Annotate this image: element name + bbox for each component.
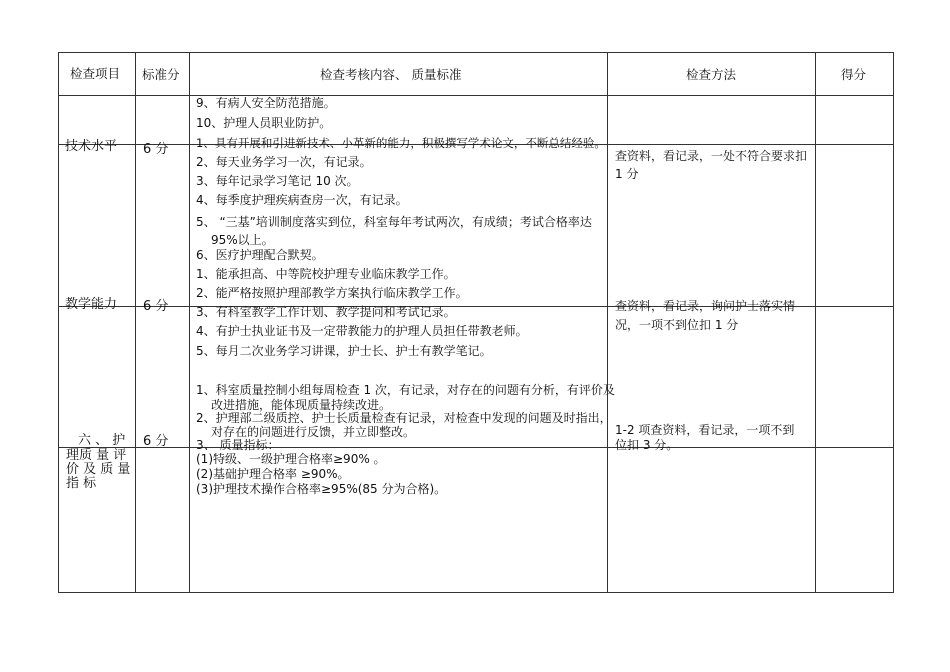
table-border-bottom xyxy=(58,592,894,593)
table-border-left xyxy=(58,52,59,593)
method-tech-line-1: 查资料，看记录，一处不符合要求扣 xyxy=(615,149,808,163)
content-line: 2、护理部二级质控、护士长质量检查有记录，对检查中发现的问题及时指出， xyxy=(196,411,612,425)
row-divider-3 xyxy=(58,447,894,448)
table-border-right xyxy=(893,52,894,593)
col-divider-3 xyxy=(607,52,608,593)
section-name-tech: 技术水平 xyxy=(65,139,118,154)
table-border-top xyxy=(58,52,894,53)
section-name-quality-line-2: 理质 量 评 xyxy=(66,448,127,463)
method-teaching-line-2: 况，一项不到位扣 1 分 xyxy=(615,318,739,332)
content-line: 5、每月二次业务学习讲课，护士长、护士有教学笔记。 xyxy=(196,344,492,358)
header-item: 检查项目 xyxy=(70,66,121,81)
section-name-quality-line-4: 指 标 xyxy=(66,476,97,491)
col-divider-2 xyxy=(189,52,190,593)
section-name-quality-line-1: 六 、 护 xyxy=(78,433,126,448)
header-score: 得分 xyxy=(841,67,867,82)
col-divider-4 xyxy=(815,52,816,593)
content-line: 1、能承担高、中等院校护理专业临床教学工作。 xyxy=(196,267,456,281)
content-line: 5、 “三基”培训制度落实到位，科室每年考试两次，有成绩；考试合格率达 xyxy=(196,215,592,229)
section-score-teaching: 6 分 xyxy=(143,299,169,314)
header-method: 检查方法 xyxy=(686,67,737,82)
content-line: 4、有护士执业证书及一定带教能力的护理人员担任带教老师。 xyxy=(196,324,528,338)
content-line: 1、科室质量控制小组每周检查 1 次，有记录，对存在的问题有分析，有评价及 xyxy=(196,383,615,397)
content-line: 2、能严格按照护理部教学方案执行临床教学工作。 xyxy=(196,286,468,300)
section-score-tech: 6 分 xyxy=(143,142,169,157)
method-tech-line-2: 1 分 xyxy=(615,167,639,181)
content-line: 2、每天业务学习一次，有记录。 xyxy=(196,155,372,169)
col-divider-1 xyxy=(135,52,136,593)
content-line: 3、 质量指标： xyxy=(196,438,280,452)
header-content: 检查考核内容、 质量标准 xyxy=(320,67,462,82)
content-line: 对存在的问题进行反馈，并立即整改。 xyxy=(211,425,416,439)
header-divider xyxy=(58,95,894,96)
content-line: 4、每季度护理疾病查房一次，有记录。 xyxy=(196,193,408,207)
content-line: (1)特级、一级护理合格率≥90% 。 xyxy=(196,452,386,466)
header-score-standard: 标准分 xyxy=(142,67,180,82)
content-line: (3)护理技术操作合格率≥95%(85 分为合格)。 xyxy=(196,482,447,496)
content-line: 9、有病人安全防范措施。 xyxy=(196,96,336,110)
section-score-quality: 6 分 xyxy=(143,434,169,449)
content-line: 1、具有开展和引进新技术、小革新的能力，积极撰写学术论文，不断总结经验。 xyxy=(196,136,606,150)
content-line: 95%以上。 xyxy=(211,233,274,247)
method-quality-line-1: 1-2 项查资料，看记录，一项不到 xyxy=(615,423,795,437)
method-teaching-line-1: 查资料，看记录，询问护士落实情 xyxy=(615,299,796,313)
content-line: 改进措施，能体现质量持续改进。 xyxy=(211,398,392,412)
method-quality-line-2: 位扣 3 分。 xyxy=(615,438,679,452)
content-line: 3、每年记录学习笔记 10 次。 xyxy=(196,174,359,188)
content-line: (2)基础护理合格率 ≥90%。 xyxy=(196,467,350,481)
section-name-teaching: 教学能力 xyxy=(65,297,118,312)
content-line: 6、医疗护理配合默契。 xyxy=(196,248,324,262)
section-name-quality-line-3: 价 及 质 量 xyxy=(66,462,131,477)
content-line: 10、护理人员职业防护。 xyxy=(196,116,332,130)
content-line: 3、有科室教学工作计划、教学提问和考试记录。 xyxy=(196,305,456,319)
